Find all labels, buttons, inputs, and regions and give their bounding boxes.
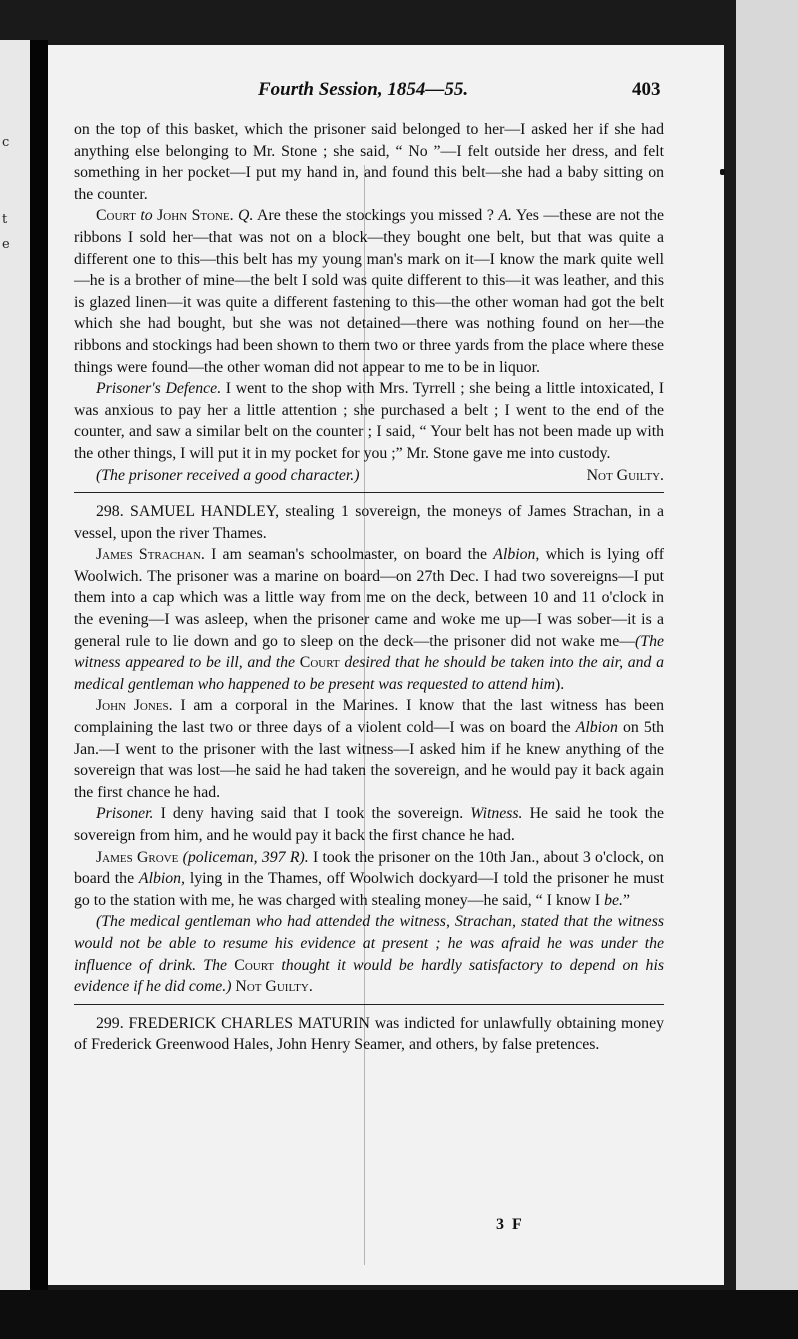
margin-fragment: t (2, 212, 8, 227)
book-spine (30, 40, 48, 1295)
paragraph: Prisoner's Defence. I went to the shop with Mrs. Tyrrell ; she being a little intoxicated, I was anxious to pay her a little attention ; she purchased a belt ; I went to the end of the counter, and saw a similar belt on the counter ; I said, “ Your belt has not been made up with the other things, I will put it in my pocket for you ;” Mr. Stone gave me into custody. (74, 380, 664, 462)
case-title: 298. SAMUEL HANDLEY, (96, 503, 280, 521)
paragraph: (The medical gentleman who had attended the witness, Strachan, stated that the witness would not be able to resume his evidence at present ; he was afraid he was under the influence of drink. The Court thought it would be hardly satisfactory to depend on his evidence if he did come.) Not Guilty. (74, 913, 664, 996)
scan-bottom-edge (0, 1290, 798, 1339)
printer-signature: 3 F (496, 1216, 524, 1233)
page-number: 403 (632, 79, 661, 100)
case-heading: 298. SAMUEL HANDLEY, stealing 1 sovereign, the moneys of James Strachan, in a vessel, upon the river Thames. (74, 503, 664, 542)
witness-name: John Stone. (157, 207, 234, 225)
section-label: Witness. (470, 805, 523, 823)
margin-fragment: e (2, 237, 10, 252)
speaker: Court (96, 207, 136, 225)
ink-spot (720, 169, 725, 175)
witness-name: John Jones. (96, 697, 173, 715)
paragraph: Court to John Stone. Q. Are these the stockings you missed ? A. Yes —these are not the ribbons I sold her—that was not on a block—they bought one belt, but that was quite a different one to this—this belt has my young man's mark on it—I know the mark quite well—he is a brother of mine—the belt I sold was quite different to this—it was leather, and this is glazed linen—it was quite a different fastening to this—the other woman had got the belt which she had bought, but she was not detained—there was nothing found on her—the ribbons and stockings had been shown to them two or three yards from the place where these things were found—the other woman did not appear to me to be in liquor. (74, 207, 664, 376)
paragraph: James Grove (policeman, 397 R). I took the prisoner on the 10th Jan., about 3 o'clock, on board the Albion, lying in the Thames, off Woolwich dockyard—I told the prisoner he must go to the station with me, he was charged with stealing money—he said, “ I know I be.” (74, 848, 665, 909)
paragraph: James Strachan. I am seaman's schoolmaster, on board the Albion, which is lying off Woolwich. The prisoner was a marine on board—on 27th Dec. I had two sovereigns—I put them into a cap which was a little way from me on the deck, between 10 and 11 o'clock in the evening—I was asleep, when the prisoner came and woke me up—I was sober—it is a general rule to lie down and go to sleep on the deck—the prisoner did not wake me—(The witness appeared to be ill, and the Court desired that he should be taken into the air, and a medical gentleman who happened to be present was requested to attend him). (74, 546, 665, 693)
margin-fragment: c (2, 135, 10, 150)
paragraph: Prisoner. I deny having said that I took the sovereign. Witness. He said he took the sovereign from him, and he would pay it back the first chance he had. (74, 805, 665, 844)
witness-name: James Strachan. (96, 546, 205, 564)
case-divider (74, 1004, 664, 1005)
adjacent-page-edge (0, 40, 30, 1290)
case-divider (74, 492, 664, 493)
running-title: Fourth Session, 1854—55. (258, 79, 469, 100)
verdict: Not Guilty. (235, 978, 313, 996)
page-header (48, 79, 724, 105)
witness-name: James Grove (96, 848, 179, 866)
scanner-background (736, 0, 798, 1339)
verdict-line: (The prisoner received a good character.) Not Guilty. (74, 465, 664, 487)
case-heading: 299. FREDERICK CHARLES MATURIN was indicted for unlawfully obtaining money of Frederick Greenwood Hales, John Henry Seamer, and others, by false pretences. (74, 1014, 664, 1054)
paragraph: on the top of this basket, which the prisoner said belonged to her—I asked her if she had anything else belonging to Mr. Stone ; she said, “ No ”—I felt outside her dress, and felt something in her pocket—I put my hand in, and found this belt—she had a baby sitting on the counter. (74, 121, 664, 203)
verdict: Not Guilty. (586, 466, 664, 484)
paragraph: John Jones. I am a corporal in the Marines. I know that the last witness has been complaining the last two or three days of a violent cold—I was on board the Albion on 5th Jan.—I went to the prisoner with the last witness—I asked him if he knew anything of the sovereign that was lost—he said he had taken the sovereign, and he would pay it back again the first chance he had. (74, 697, 665, 801)
book-page (48, 45, 724, 1285)
section-label: Prisoner. (96, 805, 154, 823)
body-text (74, 119, 664, 1056)
case-title: 299. FREDERICK CHARLES MATURIN (96, 1014, 370, 1032)
section-label: Prisoner's Defence. (96, 380, 222, 398)
